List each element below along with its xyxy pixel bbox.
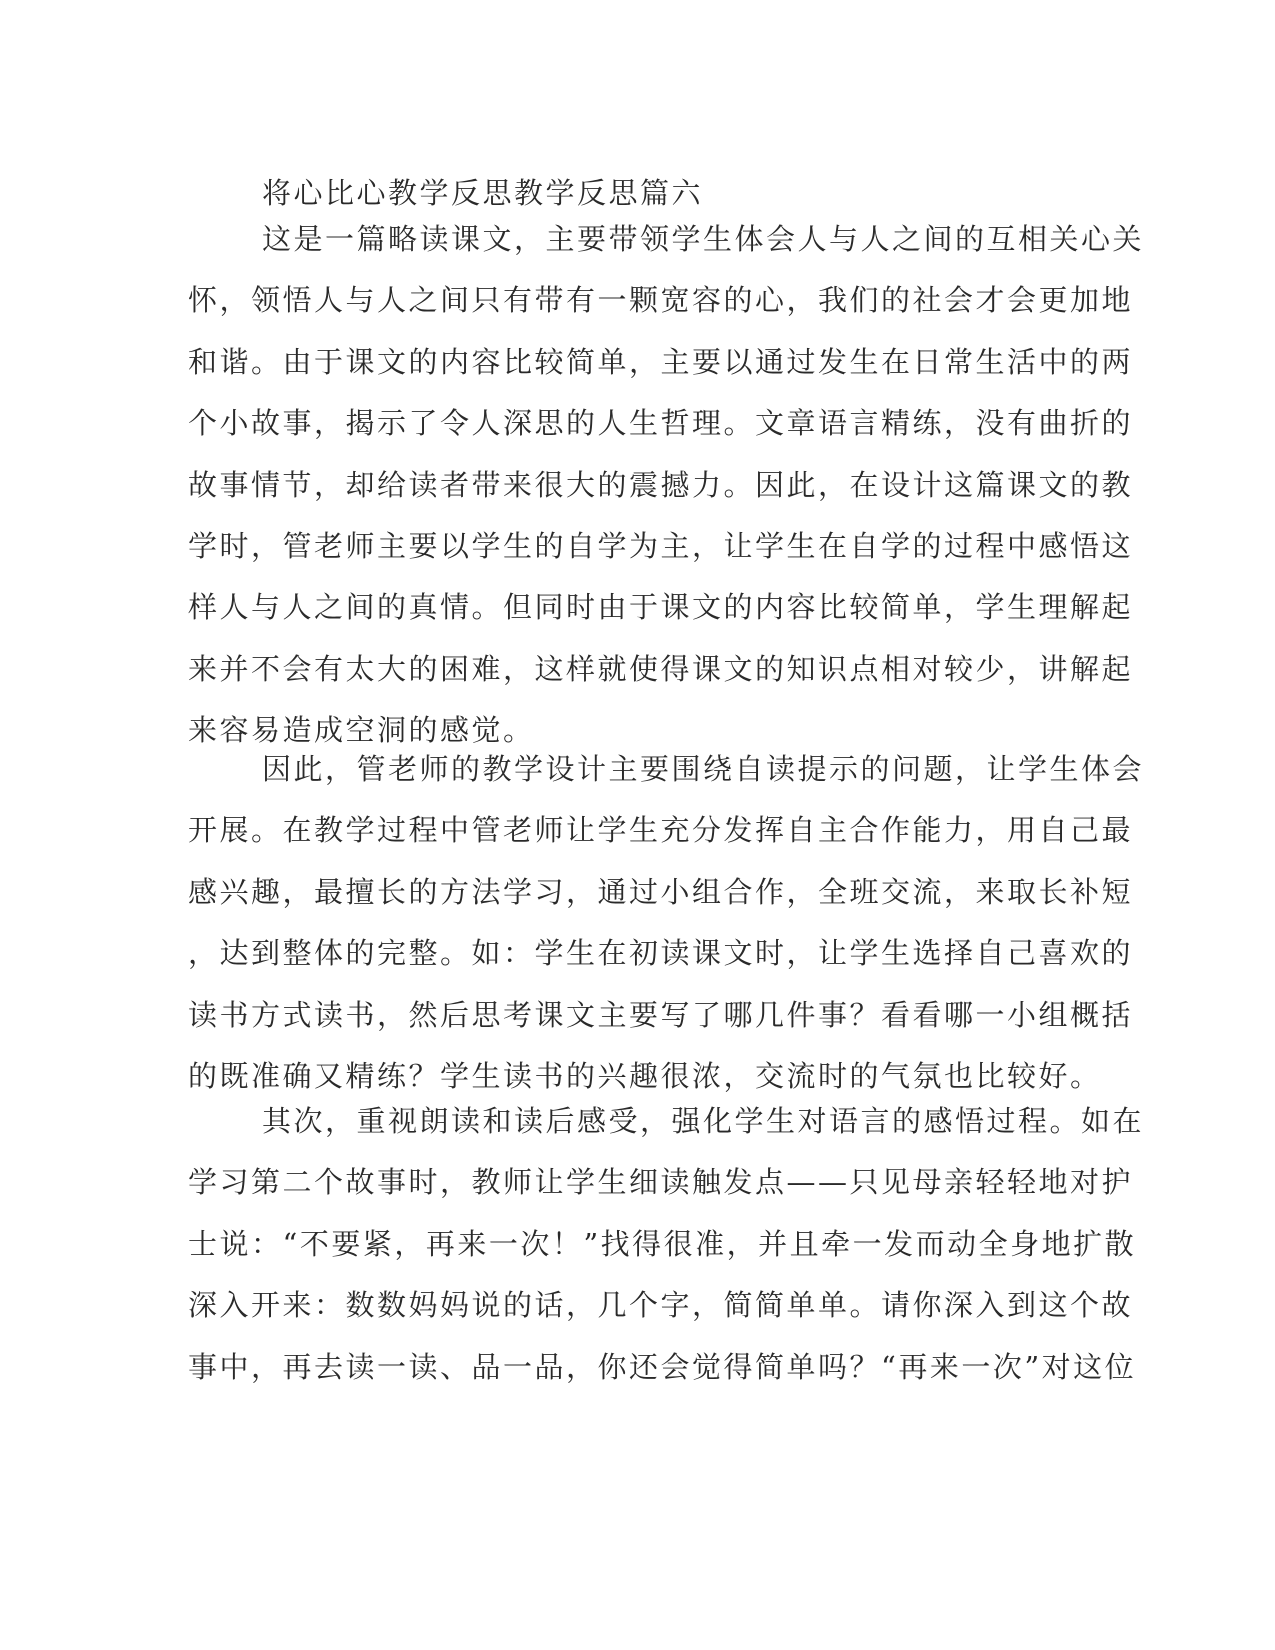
paragraph-3 xyxy=(188,1091,1145,1398)
paragraph-line: 学习第二个故事时，教师让学生细读触发点——只见母亲轻轻地对护 xyxy=(188,1165,1134,1200)
paragraph-line: 读书方式读书，然后思考课文主要写了哪几件事？看看哪一小组概括 xyxy=(188,997,1134,1032)
paragraph-line: 这是一篇略读课文，主要带领学生体会人与人之间的互相关心关 xyxy=(262,222,1145,256)
paragraph-line: 开展。在教学过程中管老师让学生充分发挥自主合作能力，用自己最 xyxy=(188,813,1134,848)
paragraph-line: 和谐。由于课文的内容比较简单，主要以通过发生在日常生活中的两 xyxy=(188,344,1134,379)
paragraph-line: ，达到整体的完整。如：学生在初读课文时，让学生选择自己喜欢的 xyxy=(188,936,1134,971)
paragraph-line: 个小故事，揭示了令人深思的人生哲理。文章语言精练，没有曲折的 xyxy=(188,406,1134,441)
paragraph-line: 因此，管老师的教学设计主要围绕自读提示的问题，让学生体会 xyxy=(262,752,1145,786)
paragraph-line: 士说：“不要紧，再来一次！”找得很准，并且牵一发而动全身地扩散 xyxy=(188,1226,1137,1261)
paragraph-line: 怀，领悟人与人之间只有带有一颗宽容的心，我们的社会才会更加地 xyxy=(188,283,1134,318)
paragraph-line: 深入开来：数数妈妈说的话，几个字，简简单单。请你深入到这个故 xyxy=(188,1288,1134,1323)
paragraph-1 xyxy=(188,209,1145,762)
paragraph-line: 其次，重视朗读和读后感受，强化学生对语言的感悟过程。如在 xyxy=(262,1104,1145,1138)
paragraph-line: 感兴趣，最擅长的方法学习，通过小组合作，全班交流，来取长补短 xyxy=(188,874,1134,909)
paragraph-2 xyxy=(188,739,1145,1107)
paragraph-line: 故事情节，却给读者带来很大的震撼力。因此，在设计这篇课文的教 xyxy=(188,467,1134,502)
paragraph-line: 来容易造成空洞的感觉。 xyxy=(188,713,535,748)
paragraph-line: 样人与人之间的真情。但同时由于课文的内容比较简单，学生理解起 xyxy=(188,590,1134,625)
paragraph-line: 事中，再去读一读、品一品，你还会觉得简单吗？“再来一次”对这位 xyxy=(188,1349,1137,1384)
paragraph-line: 来并不会有太大的困难，这样就使得课文的知识点相对较少，讲解起 xyxy=(188,651,1134,686)
paragraph-line: 学时，管老师主要以学生的自学为主，让学生在自学的过程中感悟这 xyxy=(188,528,1134,563)
paragraph-line: 的既准确又精练？学生读书的兴趣很浓，交流时的气氛也比较好。 xyxy=(188,1058,1102,1093)
document-title: 将心比心教学反思教学反思篇六 xyxy=(262,176,704,210)
